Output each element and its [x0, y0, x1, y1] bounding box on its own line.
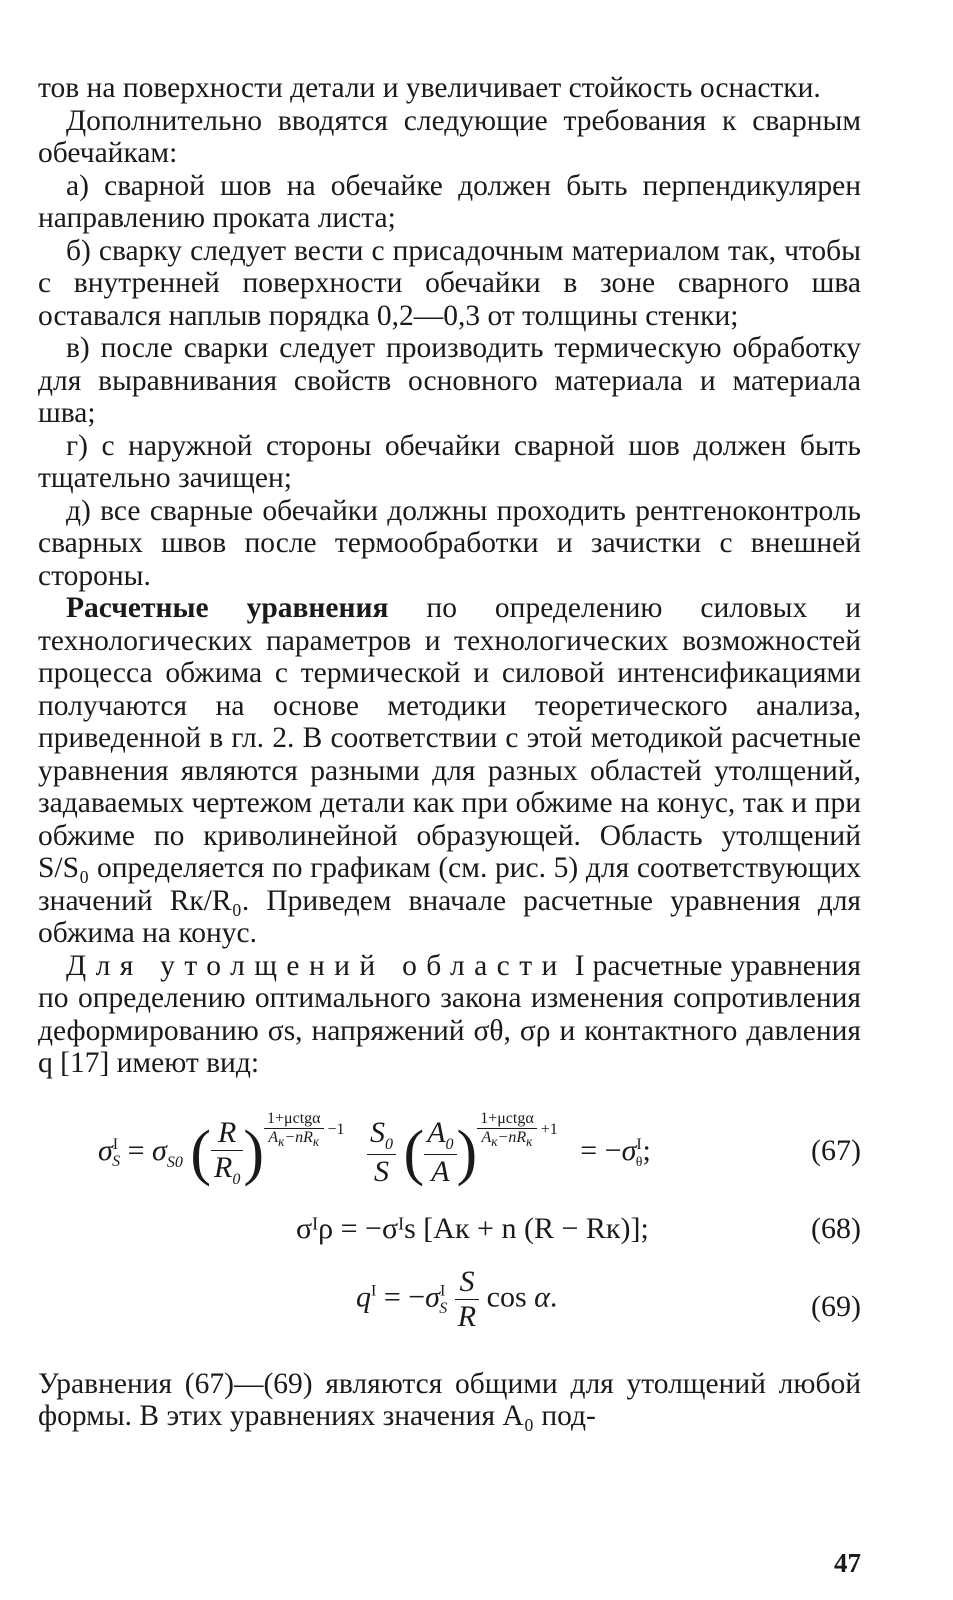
body-text [38, 72, 861, 1080]
region-paragraph-body: I расчетные уравнения по определению оптимального закона изменения сопротивления деформированию σs, напряжений σθ, σρ и контактного давления q [17] имеют вид: [38, 949, 861, 1079]
equation-68: σᴵρ = −σᴵs [Aк + n (R − Rк)]; [296, 1211, 649, 1245]
list-item-v: в) после сварки следует производить термическую обработку для выравнивания свойств основного материала и материала шва; [38, 332, 861, 429]
equation-69: $q^I = -\sigma^I_S$ $\frac{S}{R}$ cos α. [356, 1264, 558, 1333]
list-item-g: г) с наружной стороны обечайки сварной шов должен быть тщательно зачищен; [38, 429, 861, 494]
paragraph-region-one [38, 950, 861, 1080]
paragraph-continuation: тов на поверхности детали и увеличивает стойкость оснастки. [38, 72, 821, 104]
spaced-heading: Для утолщений области [66, 949, 567, 982]
calc-paragraph-body: по определению силовых и технологических параметров и технологических возможностей процесса обжима с термической и силовой интенсификациями получаются на основе методики теоретического анализа, приведенной в гл. 2. В соответствии с этой методикой расчетные уравнения являются разными для разных областей утолщений, задаваемых чертежом детали как при обжиме на конус, так и при обжиме по криволинейной образующей. Область утолщений S/S₀ определяется по графикам (см. рис. 5) для соответствующих значений Rк/R₀. Приведем вначале расчетные уравнения для обжима на конус. [38, 592, 862, 949]
list-item-d: д) все сварные обечайки должны проходить рентгеноконтроль сварных швов после термообработки и зачистки с внешней стороны. [38, 494, 861, 592]
equation-69-number: (69) [811, 1289, 861, 1323]
paragraph-closing: Уравнения (67)—(69) являются общими для утолщений любой формы. В этих уравнениях значения A₀ под- [38, 1367, 861, 1432]
page-number: 47 [834, 1548, 861, 1578]
paragraph-requirements-intro: Дополнительно вводятся следующие требования к сварным обечайкам: [38, 104, 861, 169]
equation-67: $\sigma^I_S = \sigma_{S0}$ ( $\frac{R}{R_0}$ ) $\frac{\text{1+μctgα}}{A_к-nR_к}$ −1 $\frac{S_0}{S}$ ( $\frac{A_0}{A}$ ) $\frac{\text{1+μctgα}}{A_к-nR_к}$ $+1 = -\sigma^I_\theta$; [98, 1109, 651, 1188]
paragraph-calculation-equations [38, 592, 861, 950]
equation-67-number: (67) [811, 1133, 861, 1167]
equation-68-number: (68) [811, 1211, 861, 1245]
list-item-a: а) сварной шов на обечайке должен быть перпендикулярен направлению проката листа; [38, 169, 861, 234]
bold-heading: Расчетные уравнения [66, 592, 389, 624]
equations-block [38, 1100, 861, 1340]
list-item-b: б) сварку следует вести с присадочным материалом так, чтобы с внутренней поверхности обечайки в зоне сварного шва оставался наплыв порядка 0,2—0,3 от толщины стенки; [38, 234, 861, 332]
